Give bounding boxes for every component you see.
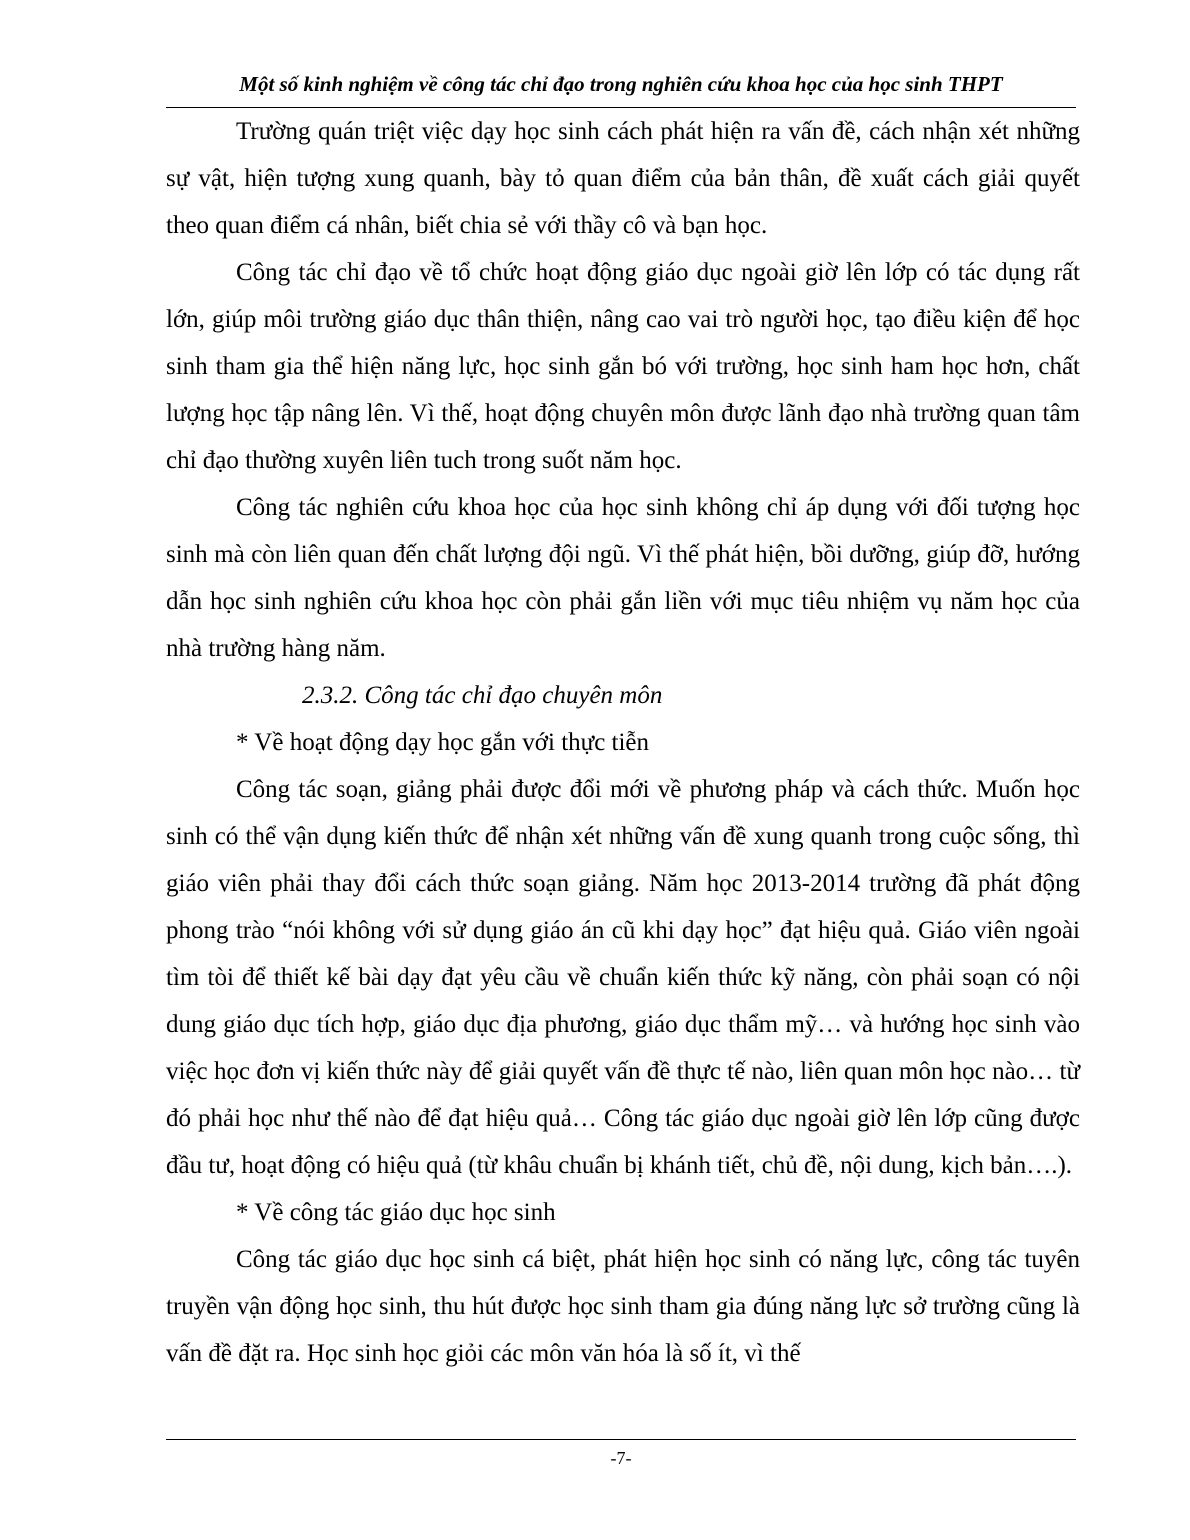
footer-divider <box>166 1439 1076 1440</box>
paragraph-3: Công tác nghiên cứu khoa học của học sinh không chỉ áp dụng với đối tượng học sinh mà còn liên quan đến chất lượng đội ngũ. Vì thế phát hiện, bồi dưỡng, giúp đỡ, hướng dẫn học sinh nghiên cứu khoa học còn phải gắn liền với mục tiêu nhiệm vụ năm học của nhà trường hàng năm. <box>166 494 1080 662</box>
paragraph-4: Công tác soạn, giảng phải được đổi mới về phương pháp và cách thức. Muốn học sinh có thể vận dụng kiến thức để nhận xét những vấn đề xung quanh trong cuộc sống, thì giáo viên phải thay đổi cách thức soạn giảng. Năm học 2013-2014 trường đã phát động phong trào “nói không với sử dụng giáo án cũ khi dạy học” đạt hiệu quả. Giáo viên ngoài tìm tòi để thiết kế bài dạy đạt yêu cầu về chuẩn kiến thức kỹ năng, còn phải soạn có nội dung giáo dục tích hợp, giáo dục địa phương, giáo dục thẩm mỹ… và hướng học sinh vào việc học đơn vị kiến thức này để giải quyết vấn đề thực tế nào, liên quan môn học nào… từ đó phải học như thế nào để đạt hiệu quả… Công tác giáo dục ngoài giờ lên lớp cũng được đầu tư, hoạt động có hiệu quả (từ khâu chuẩn bị khánh tiết, chủ đề, nội dung, kịch bản….). <box>166 776 1080 1179</box>
paragraph-1: Trường quán triệt việc dạy học sinh cách phát hiện ra vấn đề, cách nhận xét những sự vật, hiện tượng xung quanh, bày tỏ quan điểm của bản thân, đề xuất cách giải quyết theo quan điểm cá nhân, biết chia sẻ với thầy cô và bạn học. <box>166 118 1080 239</box>
subheading-student-education: * Về công tác giáo dục học sinh <box>236 1199 556 1226</box>
page-header-title: Một số kinh nghiệm về công tác chỉ đạo trong nghiên cứu khoa học của học sinh THPT <box>239 72 1003 96</box>
page-number: -7- <box>610 1448 632 1468</box>
paragraph-5: Công tác giáo dục học sinh cá biệt, phát hiện học sinh có năng lực, công tác tuyên truyền vận động học sinh, thu hút được học sinh tham gia đúng năng lực sở trường cũng là vấn đề đặt ra. Học sinh học giỏi các môn văn hóa là số ít, vì thế <box>166 1246 1080 1367</box>
subheading-teaching-practice: * Về hoạt động dạy học gắn với thực tiễn <box>236 729 650 756</box>
paragraph-2: Công tác chỉ đạo về tổ chức hoạt động giáo dục ngoài giờ lên lớp có tác dụng rất lớn, giúp môi trường giáo dục thân thiện, nâng cao vai trò người học, tạo điều kiện để học sinh tham gia thể hiện năng lực, học sinh gắn bó với trường, học sinh ham học hơn, chất lượng học tập nâng lên. Vì thế, hoạt động chuyên môn được lãnh đạo nhà trường quan tâm chỉ đạo thường xuyên liên tuch trong suốt năm học. <box>166 259 1080 474</box>
section-heading: 2.3.2. Công tác chỉ đạo chuyên môn <box>302 682 663 709</box>
document-body <box>166 108 1080 1377</box>
